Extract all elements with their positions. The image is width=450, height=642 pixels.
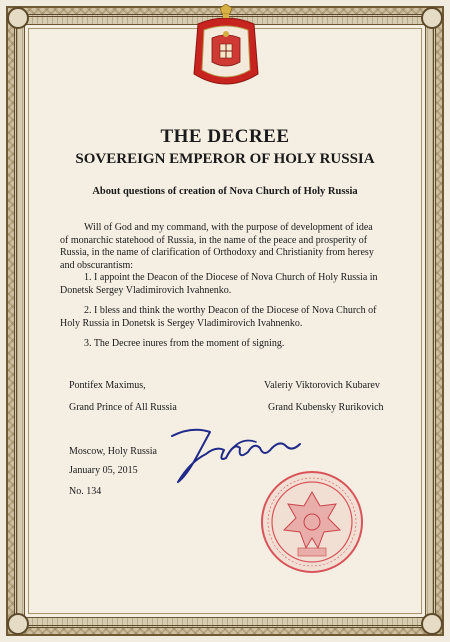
decree-item: 3. The Decree inures from the moment of signing.: [84, 338, 285, 349]
corner-ornament: [7, 613, 29, 635]
corner-ornament: [7, 7, 29, 29]
document-subtitle: SOVEREIGN EMPEROR OF HOLY RUSSIA: [75, 151, 375, 167]
seal-icon: [258, 468, 366, 576]
document-title: THE DECREE: [160, 126, 290, 147]
document-place: Moscow, Holy Russia: [69, 446, 157, 457]
document-number: No. 134: [69, 486, 102, 497]
signatory-rank: Grand Kubensky Rurikovich: [268, 402, 384, 413]
corner-ornament: [421, 7, 443, 29]
document-about: About questions of creation of Nova Church of Holy Russia: [92, 186, 358, 197]
signatory-title: Pontifex Maximus,: [69, 380, 146, 391]
document-date: January 05, 2015: [69, 465, 138, 476]
decree-item: 1. I appoint the Deacon of the Diocese of Nova Church of Holy Russia in Donetsk Sergey Vladimirovich Ivahnenko.: [60, 272, 378, 296]
decree-item: 2. I bless and think the worthy Deacon of the Diocese of Nova Church of Holy Russia in Donetsk is Sergey Vladimirovich Ivahnenko.: [60, 305, 377, 329]
intro-paragraph: Will of God and my command, with the purpose of development of idea of monarchic statehood of Russia, in the name of the peace and prosperity of Russia, in the name of clarification of Orthodoxy and Christianity from heresy and obscurantism:: [60, 222, 374, 271]
coat-of-arms-icon: [190, 4, 262, 96]
signatory-name: Valeriy Viktorovich Kubarev: [264, 380, 380, 391]
corner-ornament: [421, 613, 443, 635]
signatory-title: Grand Prince of All Russia: [69, 402, 177, 413]
